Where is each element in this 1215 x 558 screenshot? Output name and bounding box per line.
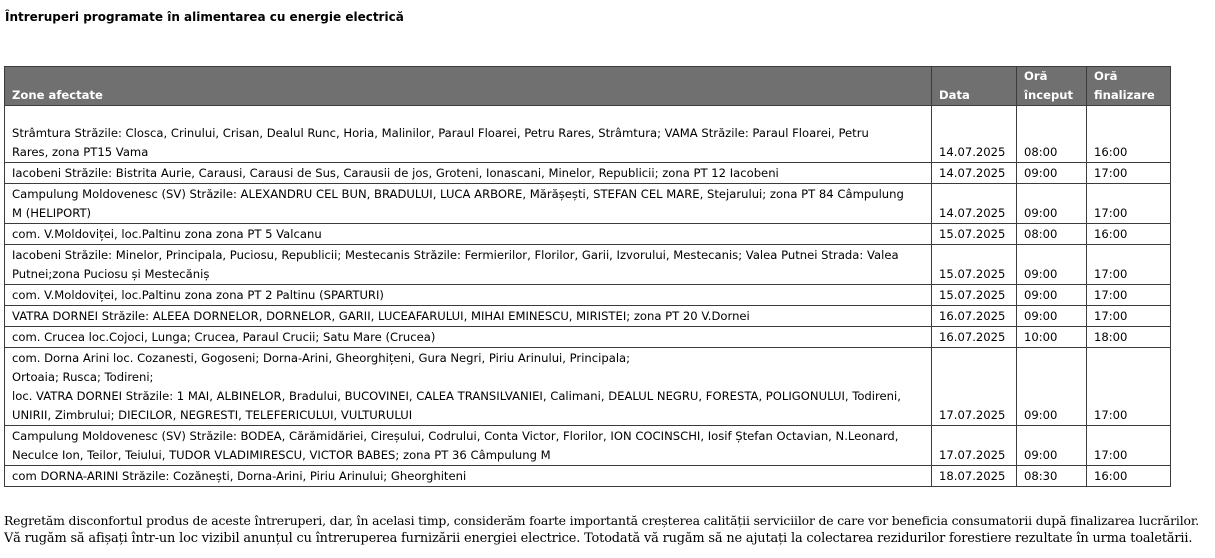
zone-cell: Strâmtura Străzile: Closca, Crinului, Crisan, Dealul Runc, Horia, Malinilor, Paraul Floarei, Petru Rares, Strâmtura; VAMA Străzile: Paraul Floarei, Petru Rares, zona PT15 Vama: [5, 106, 932, 163]
zone-cell: Campulung Moldovenesc (SV) Străzile: BODEA, Cărămidăriei, Cireșului, Codrului, Conta Victor, Florilor, ION COCINSCHI, Iosif Ștefan Octavian, N.Leonard, Neculce Ion, Teilor, Teiului, TUDOR VLADIMIRESCU, VICTOR BABES; zona PT 36 Câmpulung M: [5, 426, 932, 466]
start-time-cell: 09:00: [1017, 184, 1087, 224]
zone-cell: com DORNA-ARINI Străzile: Cozănești, Dorna-Arini, Piriu Arinului; Gheorghiteni: [5, 466, 932, 487]
start-time-cell: 10:00: [1017, 327, 1087, 348]
end-time-cell: 17:00: [1087, 184, 1171, 224]
date-cell: 16.07.2025: [932, 306, 1017, 327]
table-row: [5, 466, 1171, 487]
end-time-cell: 16:00: [1087, 106, 1171, 163]
date-cell: 17.07.2025: [932, 426, 1017, 466]
table-row: [5, 348, 1171, 426]
start-time-cell: 08:00: [1017, 224, 1087, 245]
date-cell: 14.07.2025: [932, 163, 1017, 184]
start-time-cell: 09:00: [1017, 348, 1087, 426]
end-time-cell: 17:00: [1087, 285, 1171, 306]
date-cell: 15.07.2025: [932, 285, 1017, 306]
end-time-cell: 18:00: [1087, 327, 1171, 348]
end-time-cell: 17:00: [1087, 245, 1171, 285]
end-time-cell: 17:00: [1087, 163, 1171, 184]
date-cell: 17.07.2025: [932, 348, 1017, 426]
zone-cell: com. Dorna Arini loc. Cozanesti, Gogoseni; Dorna-Arini, Gheorghițeni, Gura Negri, Piriu Arinului, Principala; Ortoaia; Rusca; Todireni; loc. VATRA DORNEI Străzile: 1 MAI, ALBINELOR, Bradului, BUCOVINEI, CALEA TRANSILVANIEI, Calimani, DEALUL NEGRU, FORESTA, POLIGONULUI, Todireni, UNIRII, Zimbrului; DIECILOR, NEGRESTI, TELEFERICULUI, VULTURULUI: [5, 348, 932, 426]
start-time-cell: 08:00: [1017, 106, 1087, 163]
start-time-cell: 09:00: [1017, 285, 1087, 306]
date-cell: 18.07.2025: [932, 466, 1017, 487]
table-row: [5, 327, 1171, 348]
table-row: [5, 306, 1171, 327]
zone-cell: com. V.Moldoviței, loc.Paltinu zona zona PT 5 Valcanu: [5, 224, 932, 245]
table-row: [5, 245, 1171, 285]
end-time-cell: 16:00: [1087, 466, 1171, 487]
table-row: [5, 426, 1171, 466]
start-time-cell: 09:00: [1017, 245, 1087, 285]
date-cell: 16.07.2025: [932, 327, 1017, 348]
zone-cell: VATRA DORNEI Străzile: ALEEA DORNELOR, DORNELOR, GARII, LUCEAFARULUI, MIHAI EMINESCU, MIRISTEI; zona PT 20 V.Dornei: [5, 306, 932, 327]
header-end-time: Oră finalizare: [1087, 67, 1171, 106]
outages-table: [4, 66, 1171, 487]
date-cell: 15.07.2025: [932, 224, 1017, 245]
table-row: [5, 184, 1171, 224]
zone-cell: Iacobeni Străzile: Minelor, Principala, Puciosu, Republicii; Mestecanis Străzile: Fermierilor, Florilor, Garii, Izvorului, Mestecanis; Valea Putnei Strada: Valea Putnei;zona Puciosu și Mestecăniș: [5, 245, 932, 285]
start-time-cell: 09:00: [1017, 163, 1087, 184]
date-cell: 14.07.2025: [932, 106, 1017, 163]
header-date: Data: [932, 67, 1017, 106]
end-time-cell: 16:00: [1087, 224, 1171, 245]
end-time-cell: 17:00: [1087, 426, 1171, 466]
table-row: [5, 163, 1171, 184]
date-cell: 15.07.2025: [932, 245, 1017, 285]
zone-cell: com. V.Moldoviței, loc.Paltinu zona zona PT 2 Paltinu (SPARTURI): [5, 285, 932, 306]
request-note: Vă rugăm să afișați într-un loc vizibil anunțul cu întreruperea furnizării energiei electrice. Totodată vă rugăm să ne ajutați la colectarea rezidurilor forestiere rezultate în urma toaletării.: [4, 531, 1193, 546]
end-time-cell: 17:00: [1087, 306, 1171, 327]
table-row: [5, 106, 1171, 163]
table-row: [5, 285, 1171, 306]
start-time-cell: 09:00: [1017, 426, 1087, 466]
zone-cell: Campulung Moldovenesc (SV) Străzile: ALEXANDRU CEL BUN, BRADULUI, LUCA ARBORE, Mărășești, STEFAN CEL MARE, Stejarului; zona PT 84 Câmpulung M (HELIPORT): [5, 184, 932, 224]
zone-cell: com. Crucea loc.Cojoci, Lunga; Crucea, Paraul Crucii; Satu Mare (Crucea): [5, 327, 932, 348]
start-time-cell: 08:30: [1017, 466, 1087, 487]
zone-cell: Iacobeni Străzile: Bistrita Aurie, Carausi, Carausi de Sus, Carausii de jos, Groteni, Ionascani, Minelor, Republicii; zona PT 12 Iacobeni: [5, 163, 932, 184]
table-header-row: [5, 67, 1171, 106]
start-time-cell: 09:00: [1017, 306, 1087, 327]
header-start-time: Oră început: [1017, 67, 1087, 106]
date-cell: 14.07.2025: [932, 184, 1017, 224]
end-time-cell: 17:00: [1087, 348, 1171, 426]
header-zone: Zone afectate: [5, 67, 932, 106]
table-row: [5, 224, 1171, 245]
apology-note: Regretăm disconfortul produs de aceste întreruperi, dar, în acelasi timp, considerăm foarte importantă creșterea calității serviciilor de care vor beneficia consumatorii după finalizarea lucrărilor.: [4, 513, 1200, 528]
page-title: Întreruperi programate în alimentarea cu energie electrică: [5, 10, 404, 24]
